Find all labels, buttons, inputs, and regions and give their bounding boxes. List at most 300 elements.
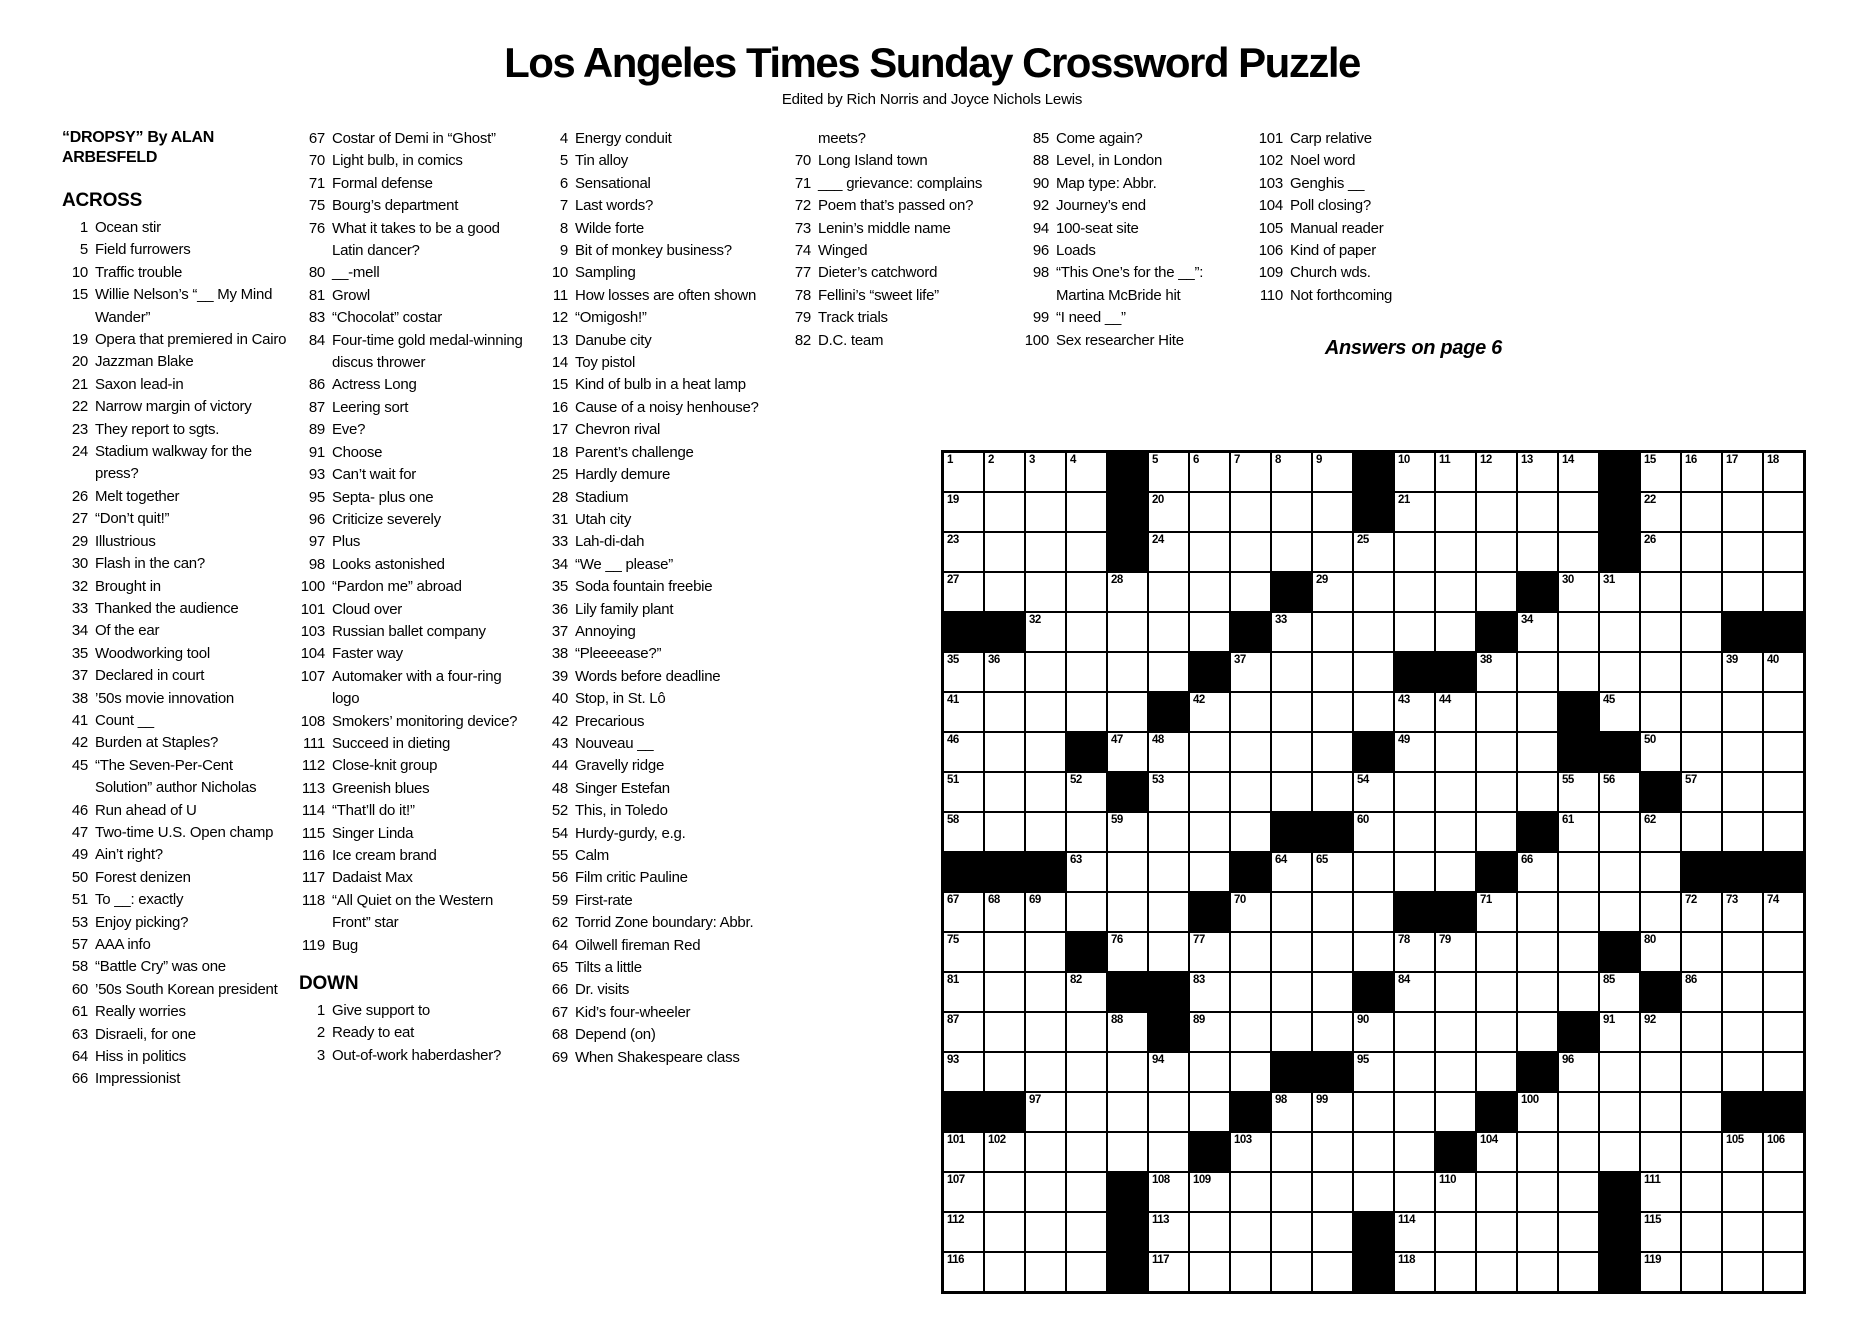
grid-cell[interactable]	[1518, 1253, 1557, 1291]
grid-cell[interactable]	[1395, 853, 1434, 891]
grid-cell[interactable]	[1067, 1053, 1106, 1091]
grid-cell[interactable]	[1354, 533, 1393, 571]
grid-cell[interactable]	[1559, 813, 1598, 851]
grid-cell[interactable]	[985, 773, 1024, 811]
grid-cell[interactable]	[944, 813, 983, 851]
grid-cell[interactable]	[1641, 1093, 1680, 1131]
grid-cell[interactable]	[1026, 1173, 1065, 1211]
grid-cell[interactable]	[1026, 573, 1065, 611]
grid-cell[interactable]	[1477, 533, 1516, 571]
grid-cell[interactable]	[1231, 773, 1270, 811]
grid-cell[interactable]	[1764, 693, 1803, 731]
grid-cell[interactable]	[1190, 533, 1229, 571]
grid-cell[interactable]	[1723, 1173, 1762, 1211]
grid-cell[interactable]	[1477, 1173, 1516, 1211]
grid-cell[interactable]	[1026, 1213, 1065, 1251]
grid-cell[interactable]	[1354, 1133, 1393, 1171]
grid-cell[interactable]	[1190, 1213, 1229, 1251]
grid-cell[interactable]	[1477, 893, 1516, 931]
grid-cell[interactable]	[1231, 1013, 1270, 1051]
grid-cell[interactable]	[1313, 893, 1352, 931]
grid-cell[interactable]	[1149, 733, 1188, 771]
grid-cell[interactable]	[1559, 613, 1598, 651]
grid-cell[interactable]	[1641, 573, 1680, 611]
grid-cell[interactable]	[1723, 973, 1762, 1011]
grid-cell[interactable]	[944, 573, 983, 611]
grid-cell[interactable]	[1313, 853, 1352, 891]
grid-cell[interactable]	[1477, 773, 1516, 811]
grid-cell[interactable]	[1272, 613, 1311, 651]
grid-cell[interactable]	[1600, 1133, 1639, 1171]
grid-cell[interactable]	[1641, 493, 1680, 531]
grid-cell[interactable]	[1354, 853, 1393, 891]
grid-cell[interactable]	[1682, 1133, 1721, 1171]
grid-cell[interactable]	[1682, 653, 1721, 691]
grid-cell[interactable]	[1026, 1093, 1065, 1131]
grid-cell[interactable]	[985, 973, 1024, 1011]
grid-cell[interactable]	[1518, 733, 1557, 771]
grid-cell[interactable]	[1764, 1253, 1803, 1291]
grid-cell[interactable]	[1641, 693, 1680, 731]
grid-cell[interactable]	[1436, 1013, 1475, 1051]
grid-cell[interactable]	[1067, 1213, 1106, 1251]
grid-cell[interactable]	[1231, 1053, 1270, 1091]
grid-cell[interactable]	[1313, 933, 1352, 971]
grid-cell[interactable]	[1313, 573, 1352, 611]
grid-cell[interactable]	[1559, 853, 1598, 891]
grid-cell[interactable]	[1477, 573, 1516, 611]
grid-cell[interactable]	[1559, 893, 1598, 931]
grid-cell[interactable]	[1682, 693, 1721, 731]
grid-cell[interactable]	[1190, 773, 1229, 811]
grid-cell[interactable]	[1108, 653, 1147, 691]
grid-cell[interactable]	[1354, 653, 1393, 691]
grid-cell[interactable]	[1641, 1053, 1680, 1091]
grid-cell[interactable]	[1559, 773, 1598, 811]
grid-cell[interactable]	[1395, 813, 1434, 851]
grid-cell[interactable]	[944, 693, 983, 731]
grid-cell[interactable]	[1682, 533, 1721, 571]
grid-cell[interactable]	[1190, 1173, 1229, 1211]
grid-cell[interactable]	[1026, 733, 1065, 771]
grid-cell[interactable]	[1190, 733, 1229, 771]
grid-cell[interactable]	[1764, 573, 1803, 611]
grid-cell[interactable]	[1149, 573, 1188, 611]
grid-cell[interactable]	[1190, 973, 1229, 1011]
grid-cell[interactable]	[1682, 733, 1721, 771]
grid-cell[interactable]	[985, 653, 1024, 691]
grid-cell[interactable]	[1559, 1173, 1598, 1211]
grid-cell[interactable]	[1272, 693, 1311, 731]
grid-cell[interactable]	[985, 733, 1024, 771]
grid-cell[interactable]	[1272, 973, 1311, 1011]
grid-cell[interactable]	[1764, 533, 1803, 571]
grid-cell[interactable]	[985, 933, 1024, 971]
grid-cell[interactable]	[1600, 973, 1639, 1011]
grid-cell[interactable]	[1682, 1213, 1721, 1251]
grid-cell[interactable]	[1149, 1253, 1188, 1291]
grid-cell[interactable]	[1231, 693, 1270, 731]
grid-cell[interactable]	[1518, 493, 1557, 531]
grid-cell[interactable]	[1764, 1213, 1803, 1251]
grid-cell[interactable]	[1231, 573, 1270, 611]
grid-cell[interactable]	[1354, 1173, 1393, 1211]
grid-cell[interactable]	[1436, 1253, 1475, 1291]
grid-cell[interactable]	[1067, 773, 1106, 811]
grid-cell[interactable]	[1026, 1013, 1065, 1051]
grid-cell[interactable]	[1477, 973, 1516, 1011]
grid-cell[interactable]	[1436, 453, 1475, 491]
grid-cell[interactable]	[944, 1133, 983, 1171]
grid-cell[interactable]	[1723, 493, 1762, 531]
grid-cell[interactable]	[1395, 533, 1434, 571]
grid-cell[interactable]	[985, 1053, 1024, 1091]
grid-cell[interactable]	[985, 1213, 1024, 1251]
grid-cell[interactable]	[1272, 893, 1311, 931]
grid-cell[interactable]	[1067, 573, 1106, 611]
grid-cell[interactable]	[1477, 813, 1516, 851]
grid-cell[interactable]	[1313, 1133, 1352, 1171]
grid-cell[interactable]	[1764, 1053, 1803, 1091]
grid-cell[interactable]	[1600, 1093, 1639, 1131]
grid-cell[interactable]	[1682, 613, 1721, 651]
grid-cell[interactable]	[1395, 1173, 1434, 1211]
grid-cell[interactable]	[1477, 1253, 1516, 1291]
grid-cell[interactable]	[1272, 453, 1311, 491]
grid-cell[interactable]	[1764, 1133, 1803, 1171]
grid-cell[interactable]	[1477, 1133, 1516, 1171]
grid-cell[interactable]	[1108, 1053, 1147, 1091]
grid-cell[interactable]	[1682, 1013, 1721, 1051]
grid-cell[interactable]	[1313, 1213, 1352, 1251]
grid-cell[interactable]	[1723, 1213, 1762, 1251]
grid-cell[interactable]	[1723, 933, 1762, 971]
grid-cell[interactable]	[1395, 453, 1434, 491]
grid-cell[interactable]	[1149, 653, 1188, 691]
grid-cell[interactable]	[1190, 853, 1229, 891]
grid-cell[interactable]	[1436, 1093, 1475, 1131]
grid-cell[interactable]	[1108, 733, 1147, 771]
grid-cell[interactable]	[1395, 573, 1434, 611]
grid-cell[interactable]	[1559, 453, 1598, 491]
grid-cell[interactable]	[944, 1253, 983, 1291]
grid-cell[interactable]	[1149, 493, 1188, 531]
grid-cell[interactable]	[1559, 533, 1598, 571]
grid-cell[interactable]	[1723, 533, 1762, 571]
grid-cell[interactable]	[1559, 653, 1598, 691]
grid-cell[interactable]	[944, 933, 983, 971]
grid-cell[interactable]	[1067, 893, 1106, 931]
grid-cell[interactable]	[944, 773, 983, 811]
grid-cell[interactable]	[1518, 893, 1557, 931]
grid-cell[interactable]	[1231, 893, 1270, 931]
grid-cell[interactable]	[1149, 1213, 1188, 1251]
grid-cell[interactable]	[1231, 1173, 1270, 1211]
grid-cell[interactable]	[1600, 813, 1639, 851]
grid-cell[interactable]	[1764, 893, 1803, 931]
grid-cell[interactable]	[985, 1173, 1024, 1211]
grid-cell[interactable]	[1149, 773, 1188, 811]
grid-cell[interactable]	[1436, 693, 1475, 731]
grid-cell[interactable]	[1026, 813, 1065, 851]
grid-cell[interactable]	[1026, 653, 1065, 691]
grid-cell[interactable]	[1764, 453, 1803, 491]
grid-cell[interactable]	[1190, 1053, 1229, 1091]
grid-cell[interactable]	[1436, 733, 1475, 771]
grid-cell[interactable]	[1026, 973, 1065, 1011]
grid-cell[interactable]	[1149, 1173, 1188, 1211]
grid-cell[interactable]	[1313, 533, 1352, 571]
grid-cell[interactable]	[1723, 653, 1762, 691]
grid-cell[interactable]	[1231, 973, 1270, 1011]
grid-cell[interactable]	[1313, 1253, 1352, 1291]
grid-cell[interactable]	[1313, 733, 1352, 771]
grid-cell[interactable]	[985, 533, 1024, 571]
grid-cell[interactable]	[1026, 773, 1065, 811]
grid-cell[interactable]	[1354, 933, 1393, 971]
grid-cell[interactable]	[1600, 1053, 1639, 1091]
grid-cell[interactable]	[1641, 1013, 1680, 1051]
grid-cell[interactable]	[1395, 493, 1434, 531]
grid-cell[interactable]	[1067, 1173, 1106, 1211]
grid-cell[interactable]	[1354, 1013, 1393, 1051]
grid-cell[interactable]	[1190, 813, 1229, 851]
grid-cell[interactable]	[1190, 453, 1229, 491]
grid-cell[interactable]	[1764, 773, 1803, 811]
grid-cell[interactable]	[1518, 693, 1557, 731]
grid-cell[interactable]	[1682, 453, 1721, 491]
grid-cell[interactable]	[1354, 693, 1393, 731]
grid-cell[interactable]	[1149, 893, 1188, 931]
grid-cell[interactable]	[1231, 1213, 1270, 1251]
grid-cell[interactable]	[1354, 1093, 1393, 1131]
grid-cell[interactable]	[1190, 1253, 1229, 1291]
grid-cell[interactable]	[1436, 573, 1475, 611]
grid-cell[interactable]	[1313, 1013, 1352, 1051]
grid-cell[interactable]	[1518, 1093, 1557, 1131]
grid-cell[interactable]	[1313, 653, 1352, 691]
grid-cell[interactable]	[1231, 453, 1270, 491]
grid-cell[interactable]	[1395, 1213, 1434, 1251]
grid-cell[interactable]	[1641, 453, 1680, 491]
grid-cell[interactable]	[1108, 933, 1147, 971]
grid-cell[interactable]	[1600, 573, 1639, 611]
grid-cell[interactable]	[1764, 1173, 1803, 1211]
grid-cell[interactable]	[1149, 853, 1188, 891]
grid-cell[interactable]	[1108, 893, 1147, 931]
grid-cell[interactable]	[1518, 933, 1557, 971]
grid-cell[interactable]	[1641, 613, 1680, 651]
grid-cell[interactable]	[1723, 573, 1762, 611]
grid-cell[interactable]	[1600, 773, 1639, 811]
grid-cell[interactable]	[1067, 493, 1106, 531]
grid-cell[interactable]	[1764, 973, 1803, 1011]
grid-cell[interactable]	[1559, 933, 1598, 971]
grid-cell[interactable]	[1518, 1173, 1557, 1211]
grid-cell[interactable]	[944, 493, 983, 531]
grid-cell[interactable]	[1272, 493, 1311, 531]
grid-cell[interactable]	[1723, 733, 1762, 771]
grid-cell[interactable]	[1067, 653, 1106, 691]
grid-cell[interactable]	[1600, 893, 1639, 931]
grid-cell[interactable]	[1272, 933, 1311, 971]
grid-cell[interactable]	[1559, 1133, 1598, 1171]
grid-cell[interactable]	[944, 1173, 983, 1211]
grid-cell[interactable]	[1723, 453, 1762, 491]
grid-cell[interactable]	[1354, 893, 1393, 931]
grid-cell[interactable]	[1231, 813, 1270, 851]
grid-cell[interactable]	[1067, 1013, 1106, 1051]
grid-cell[interactable]	[1272, 853, 1311, 891]
grid-cell[interactable]	[985, 453, 1024, 491]
grid-cell[interactable]	[1190, 613, 1229, 651]
grid-cell[interactable]	[1067, 1253, 1106, 1291]
grid-cell[interactable]	[1313, 693, 1352, 731]
grid-cell[interactable]	[1149, 1053, 1188, 1091]
grid-cell[interactable]	[944, 453, 983, 491]
grid-cell[interactable]	[1641, 1213, 1680, 1251]
grid-cell[interactable]	[1477, 933, 1516, 971]
grid-cell[interactable]	[1436, 773, 1475, 811]
grid-cell[interactable]	[1108, 813, 1147, 851]
grid-cell[interactable]	[1518, 853, 1557, 891]
grid-cell[interactable]	[1723, 893, 1762, 931]
grid-cell[interactable]	[1313, 1093, 1352, 1131]
grid-cell[interactable]	[1641, 1253, 1680, 1291]
grid-cell[interactable]	[1436, 1053, 1475, 1091]
grid-cell[interactable]	[1559, 573, 1598, 611]
grid-cell[interactable]	[1190, 1013, 1229, 1051]
grid-cell[interactable]	[1067, 813, 1106, 851]
grid-cell[interactable]	[1190, 693, 1229, 731]
grid-cell[interactable]	[1641, 893, 1680, 931]
grid-cell[interactable]	[1149, 453, 1188, 491]
grid-cell[interactable]	[944, 653, 983, 691]
grid-cell[interactable]	[1682, 1093, 1721, 1131]
grid-cell[interactable]	[1272, 1133, 1311, 1171]
grid-cell[interactable]	[1354, 573, 1393, 611]
grid-cell[interactable]	[1231, 1253, 1270, 1291]
grid-cell[interactable]	[1641, 853, 1680, 891]
grid-cell[interactable]	[1108, 573, 1147, 611]
grid-cell[interactable]	[944, 1053, 983, 1091]
grid-cell[interactable]	[1231, 933, 1270, 971]
grid-cell[interactable]	[1272, 1213, 1311, 1251]
grid-cell[interactable]	[1354, 613, 1393, 651]
grid-cell[interactable]	[1108, 1013, 1147, 1051]
grid-cell[interactable]	[1395, 1253, 1434, 1291]
grid-cell[interactable]	[1272, 533, 1311, 571]
grid-cell[interactable]	[1026, 1053, 1065, 1091]
grid-cell[interactable]	[1682, 933, 1721, 971]
grid-cell[interactable]	[1395, 733, 1434, 771]
grid-cell[interactable]	[1108, 853, 1147, 891]
grid-cell[interactable]	[1395, 1093, 1434, 1131]
grid-cell[interactable]	[1272, 1173, 1311, 1211]
grid-cell[interactable]	[1723, 1053, 1762, 1091]
grid-cell[interactable]	[1764, 1013, 1803, 1051]
grid-cell[interactable]	[944, 973, 983, 1011]
grid-cell[interactable]	[1641, 653, 1680, 691]
grid-cell[interactable]	[1764, 653, 1803, 691]
grid-cell[interactable]	[1682, 493, 1721, 531]
grid-cell[interactable]	[1518, 613, 1557, 651]
grid-cell[interactable]	[1026, 893, 1065, 931]
grid-cell[interactable]	[1682, 573, 1721, 611]
grid-cell[interactable]	[1436, 933, 1475, 971]
grid-cell[interactable]	[1559, 1253, 1598, 1291]
grid-cell[interactable]	[1108, 693, 1147, 731]
grid-cell[interactable]	[1723, 693, 1762, 731]
grid-cell[interactable]	[985, 813, 1024, 851]
grid-cell[interactable]	[1395, 773, 1434, 811]
grid-cell[interactable]	[985, 573, 1024, 611]
grid-cell[interactable]	[944, 733, 983, 771]
grid-cell[interactable]	[1272, 1013, 1311, 1051]
grid-cell[interactable]	[1518, 653, 1557, 691]
grid-cell[interactable]	[1395, 973, 1434, 1011]
grid-cell[interactable]	[1682, 1173, 1721, 1211]
grid-cell[interactable]	[1723, 1253, 1762, 1291]
grid-cell[interactable]	[1067, 693, 1106, 731]
grid-cell[interactable]	[1395, 933, 1434, 971]
grid-cell[interactable]	[1436, 1173, 1475, 1211]
grid-cell[interactable]	[1477, 1213, 1516, 1251]
grid-cell[interactable]	[1108, 1093, 1147, 1131]
grid-cell[interactable]	[985, 493, 1024, 531]
grid-cell[interactable]	[1641, 1173, 1680, 1211]
grid-cell[interactable]	[1067, 613, 1106, 651]
grid-cell[interactable]	[1067, 453, 1106, 491]
grid-cell[interactable]	[1190, 573, 1229, 611]
grid-cell[interactable]	[1190, 493, 1229, 531]
grid-cell[interactable]	[1231, 493, 1270, 531]
grid-cell[interactable]	[985, 1253, 1024, 1291]
grid-cell[interactable]	[1723, 1133, 1762, 1171]
grid-cell[interactable]	[1641, 1133, 1680, 1171]
grid-cell[interactable]	[1026, 613, 1065, 651]
grid-cell[interactable]	[1354, 1053, 1393, 1091]
grid-cell[interactable]	[1518, 973, 1557, 1011]
grid-cell[interactable]	[1477, 1053, 1516, 1091]
grid-cell[interactable]	[1108, 1133, 1147, 1171]
grid-cell[interactable]	[1600, 693, 1639, 731]
grid-cell[interactable]	[1436, 493, 1475, 531]
grid-cell[interactable]	[1272, 1093, 1311, 1131]
grid-cell[interactable]	[1190, 933, 1229, 971]
grid-cell[interactable]	[1723, 1013, 1762, 1051]
grid-cell[interactable]	[1026, 533, 1065, 571]
grid-cell[interactable]	[1026, 933, 1065, 971]
grid-cell[interactable]	[1641, 813, 1680, 851]
grid-cell[interactable]	[1395, 1133, 1434, 1171]
grid-cell[interactable]	[1067, 973, 1106, 1011]
grid-cell[interactable]	[1313, 493, 1352, 531]
grid-cell[interactable]	[1518, 773, 1557, 811]
grid-cell[interactable]	[1149, 1093, 1188, 1131]
grid-cell[interactable]	[1559, 973, 1598, 1011]
grid-cell[interactable]	[1641, 733, 1680, 771]
grid-cell[interactable]	[1682, 1253, 1721, 1291]
grid-cell[interactable]	[1600, 1013, 1639, 1051]
grid-cell[interactable]	[1313, 453, 1352, 491]
grid-cell[interactable]	[1395, 613, 1434, 651]
grid-cell[interactable]	[944, 1213, 983, 1251]
grid-cell[interactable]	[1026, 493, 1065, 531]
grid-cell[interactable]	[1190, 1093, 1229, 1131]
grid-cell[interactable]	[1477, 693, 1516, 731]
grid-cell[interactable]	[1313, 1173, 1352, 1211]
